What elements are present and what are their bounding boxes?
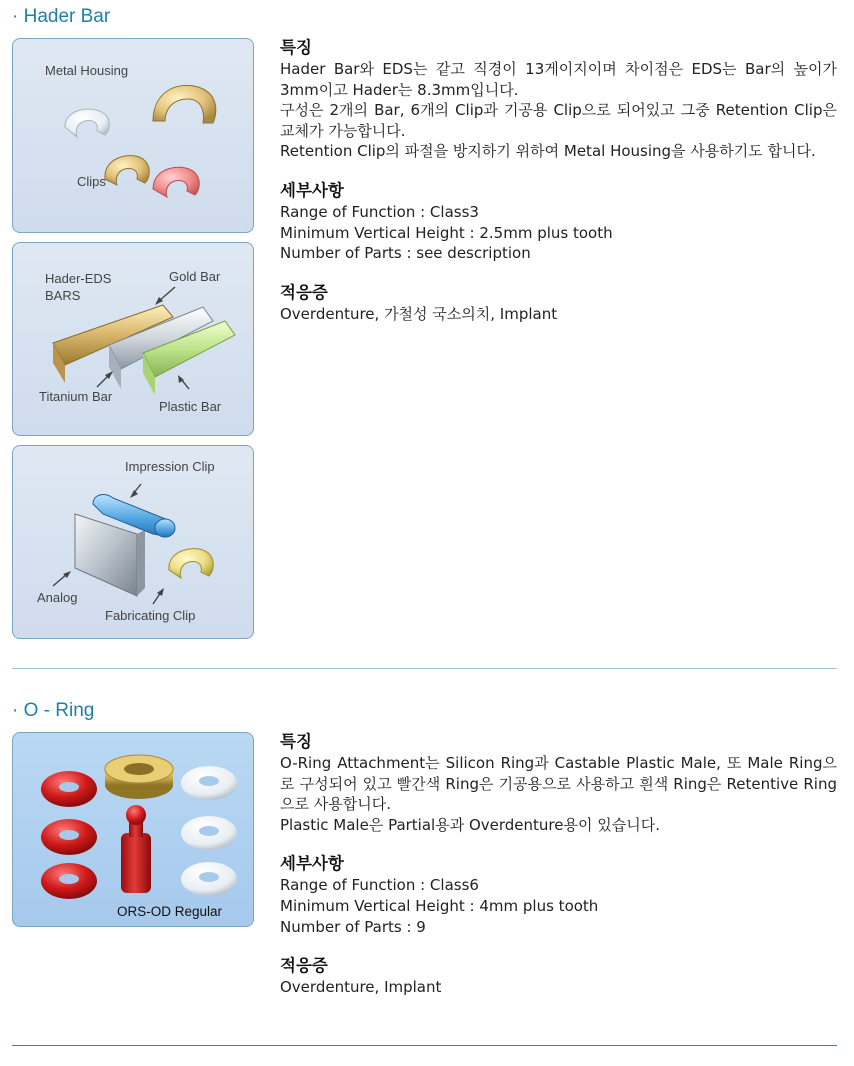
- detail-height: Minimum Vertical Height : 4mm plus tooth: [280, 896, 599, 915]
- feature-text: 구성은 2개의 Bar, 6개의 Clip과 기공용 Clip으로 되어있고 그중 Retention Clip은 교체가 가능합니다.: [280, 101, 837, 140]
- features-heading: 특징: [280, 38, 312, 57]
- label-fabricating-clip: Fabricating Clip: [105, 608, 196, 623]
- feature-text: Plastic Male은 Partial용과 Overdenture용이 있습니다.: [280, 815, 660, 834]
- section-divider: [12, 668, 837, 669]
- indication-heading: 적응증: [280, 282, 328, 302]
- detail-range: Range of Function : Class6: [280, 876, 479, 895]
- indication-heading: 적응증: [280, 956, 328, 976]
- features-heading: 특징: [280, 732, 312, 751]
- feature-text: O-Ring Attachment는 Silicon Ring과 Castable Plastic Male, 또 Male Ring으로 구성되어 있고 빨간색 Ring은 기공용으로 사용하고 흰색 Ring은 Retentive Ring으로 사용합니다.: [280, 754, 837, 814]
- label-titanium-bar: Titanium Bar: [39, 389, 113, 404]
- o-ring-description: [280, 731, 837, 998]
- label-analog: Analog: [37, 590, 78, 605]
- bottom-divider: [12, 1045, 837, 1046]
- hader-description: [280, 37, 837, 324]
- details-heading: 세부사항: [280, 180, 344, 200]
- feature-text: Hader Bar와 EDS는 같고 직경이 13게이지이며 차이점은 EDS는 Bar의 높이가 3mm이고 Hader는 8.3mm입니다.: [280, 60, 837, 99]
- label-bars: BARS: [45, 288, 81, 303]
- indication-text: Overdenture, Implant: [280, 978, 442, 997]
- label-gold-bar: Gold Bar: [169, 269, 221, 284]
- label-hader-eds: Hader-EDS: [45, 271, 112, 286]
- o-ring-image: [12, 732, 254, 927]
- details-heading: 세부사항: [280, 854, 344, 874]
- label-impression-clip: Impression Clip: [125, 459, 215, 474]
- label-plastic-bar: Plastic Bar: [159, 399, 222, 414]
- detail-height: Minimum Vertical Height : 2.5mm plus tooth: [280, 223, 613, 242]
- section-title-hader-bar: · Hader Bar: [12, 6, 111, 27]
- label-metal-housing: Metal Housing: [45, 63, 129, 78]
- section-title-o-ring: · O - Ring: [12, 700, 95, 721]
- red-ring: [41, 771, 97, 899]
- hader-bars-image: [12, 242, 254, 436]
- hader-clips-image: [12, 38, 254, 233]
- detail-parts: Number of Parts : see description: [280, 244, 531, 263]
- feature-text: Retention Clip의 파절을 방지하기 위하여 Metal Housing을 사용하기도 합니다.: [280, 142, 816, 161]
- o-ring-illustration: [13, 733, 253, 926]
- label-clips: Clips: [77, 174, 106, 189]
- detail-range: Range of Function : Class3: [280, 202, 479, 221]
- indication-text: Overdenture, 가철성 국소의치, Implant: [280, 304, 558, 323]
- hader-analog-image: [12, 445, 254, 639]
- detail-parts: Number of Parts : 9: [280, 917, 426, 936]
- o-ring-caption: ORS-OD Regular: [117, 904, 223, 919]
